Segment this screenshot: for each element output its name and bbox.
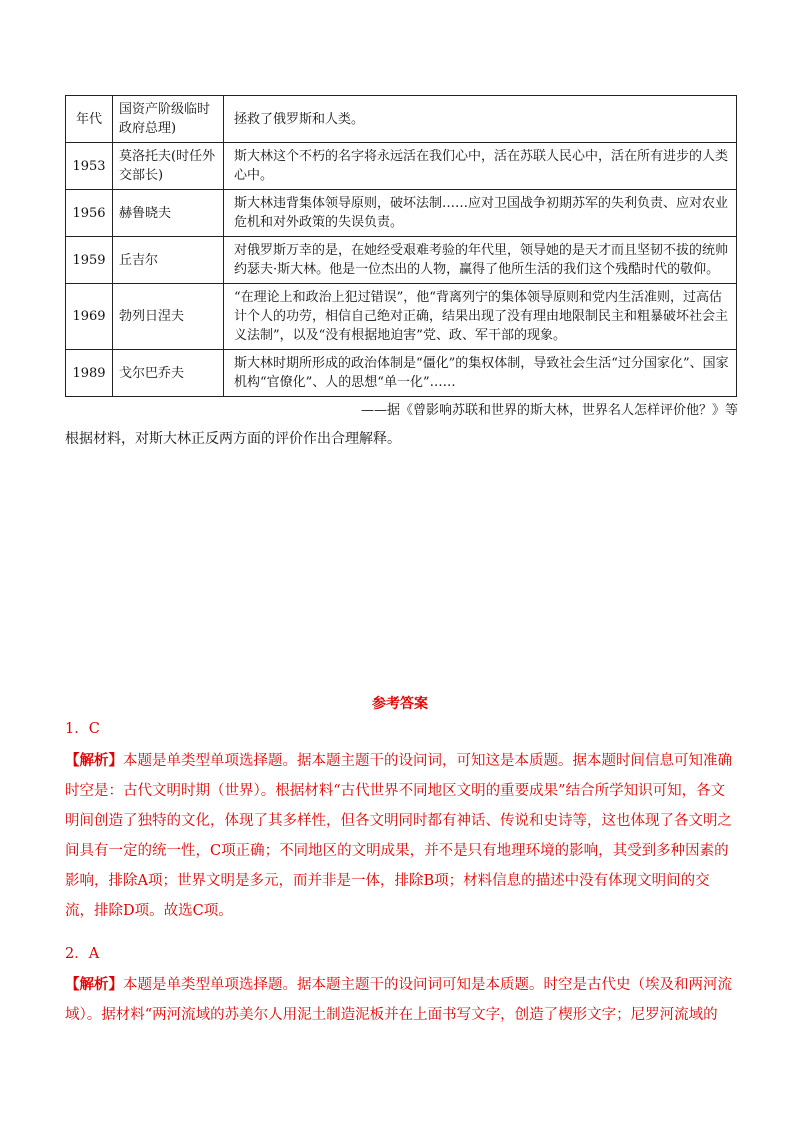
year-cell: 年代 [66, 96, 113, 143]
table-row [66, 96, 737, 143]
table-row [66, 237, 737, 284]
person-cell: 戈尔巴乔夫 [113, 350, 224, 397]
answer-2-number: 2．A [65, 946, 100, 962]
quote-cell: 拯救了俄罗斯和人类。 [224, 96, 737, 143]
explanation-label: 【解析】 [65, 752, 123, 769]
table-row [66, 350, 737, 397]
table-row [66, 143, 737, 190]
person-cell: 莫洛托夫(时任外交部长) [113, 143, 224, 190]
explanation-text: 本题是单类型单项选择题。据本题主题干的设问词可知是本质题。时空是古代史（埃及和两河流域）。据材料“两河流域的苏美尔人用泥土制造泥板并在上面书写文字，创造了楔形文字；尼罗河流域的 [65, 977, 732, 1023]
answer-1-number: 1．C [65, 721, 100, 737]
person-cell: 丘吉尔 [113, 237, 224, 284]
question-prompt: 根据材料，对斯大林正反两方面的评价作出合理解释。 [65, 431, 401, 447]
year-cell: 1959 [66, 237, 113, 284]
evaluation-table [65, 95, 737, 397]
table-row [66, 190, 737, 237]
quote-cell: 对俄罗斯万幸的是，在她经受艰难考验的年代里，领导她的是天才而且坚韧不拔的统帅约瑟夫·斯大林。他是一位杰出的人物，赢得了他所生活的我们这个残酷时代的敬仰。 [224, 237, 737, 284]
year-cell: 1956 [66, 190, 113, 237]
quote-cell: “在理论上和政治上犯过错误”，他“背离列宁的集体领导原则和党内生活准则，过高估计个人的功劳，相信自己绝对正确，结果出现了没有理由地限制民主和粗暴破坏社会主义法制”，以及“没有根据地迫害”党、政、军干部的现象。 [224, 284, 737, 350]
answer-2-explanation [65, 970, 737, 1030]
person-cell: 赫鲁晓夫 [113, 190, 224, 237]
year-cell: 1953 [66, 143, 113, 190]
quote-cell: 斯大林时期所形成的政治体制是“僵化”的集权体制，导致社会生活“过分国家化”、国家机构“官僚化”、人的思想“单一化”…… [224, 350, 737, 397]
table-row [66, 284, 737, 350]
person-cell: 国资产阶级临时政府总理) [113, 96, 224, 143]
year-cell: 1989 [66, 350, 113, 397]
person-cell: 勃列日涅夫 [113, 284, 224, 350]
quote-cell: 斯大林这个不朽的名字将永远活在我们心中，活在苏联人民心中，活在所有进步的人类心中。 [224, 143, 737, 190]
explanation-text: 本题是单类型单项选择题。据本题主题干的设问词，可知这是本质题。据本题时间信息可知准确时空是：古代文明时期（世界）。根据材料“古代世界不同地区文明的重要成果”结合所学知识可知，各文明间创造了独特的文化，体现了其多样性，但各文明同时都有神话、传说和史诗等，这也体现了各文明之间具有一定的统一性，C项正确；不同地区的文明成果，并不是只有地理环境的影响，其受到多种因素的影响，排除A项；世界文明是多元，而并非是一体，排除B项；材料信息的描述中没有体现文明间的交流，排除D项。故选C项。 [65, 753, 732, 919]
answers-heading: 参考答案 [372, 696, 428, 712]
answer-1-explanation [65, 746, 737, 926]
explanation-label: 【解析】 [65, 976, 123, 993]
source-citation: ——据《曾影响苏联和世界的斯大林，世界名人怎样评价他？》等 [360, 403, 738, 418]
quote-cell: 斯大林违背集体领导原则，破坏法制……应对卫国战争初期苏军的失利负责、应对农业危机和对外政策的失误负责。 [224, 190, 737, 237]
year-cell: 1969 [66, 284, 113, 350]
